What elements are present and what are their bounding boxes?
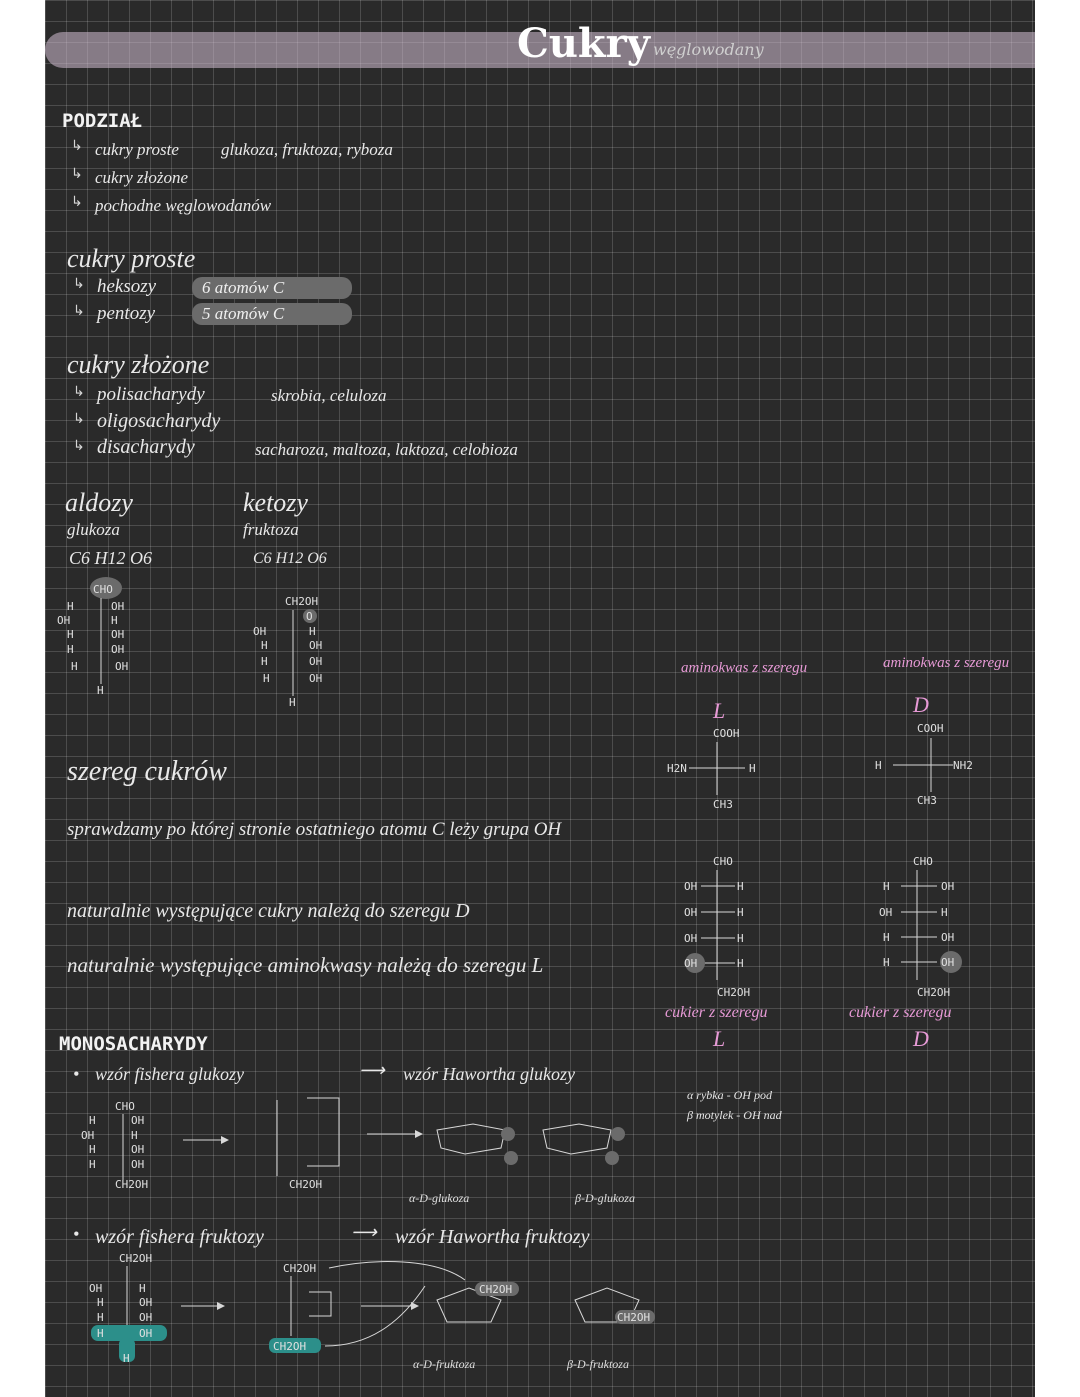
cukier-l-bottom: CH2OH (717, 986, 751, 999)
beta-fructose-label: β-D-fruktoza (567, 1357, 629, 1371)
fructose-fischer-right: OH (139, 1327, 153, 1340)
podzial-heading: PODZIAŁ (62, 110, 143, 132)
mini-fischer-right: H (131, 1129, 138, 1142)
pentozy-label: pentozy (97, 303, 156, 324)
aminokwas-l-label: aminokwas z szeregu (681, 660, 808, 676)
cukier-l-row-left: OH (684, 957, 698, 970)
ketose-row-left: H (261, 639, 268, 652)
aldozy-heading: aldozy (65, 488, 133, 517)
cukier-d-row-left: OH (879, 906, 893, 919)
fructose-diagrams (45, 0, 1035, 1397)
cukier-d-top: CHO (913, 855, 933, 868)
fruktoza-fischer-title: wzór fishera fruktozy (95, 1226, 264, 1248)
ketose-row-right: OH (309, 655, 323, 668)
cukier-d-row-right: H (941, 906, 948, 919)
arrow-icon: ↳ (73, 276, 85, 292)
aminokwas-d-label: aminokwas z szeregu (883, 655, 1010, 671)
szereg-paragraph-1: sprawdzamy po której stronie ostatniego atomu C leży grupa OH (67, 819, 562, 840)
fructose-fischer-left: H (97, 1296, 104, 1309)
monosacharydy-heading: MONOSACHARYDY (59, 1033, 208, 1055)
pentozy-badge: 5 atomów C (192, 303, 352, 325)
arrow-head-icon (411, 1302, 419, 1310)
page-title: Cukry (517, 20, 650, 67)
ketozy-heading: ketozy (243, 488, 308, 517)
ketose-top-label: CH2OH (285, 595, 319, 608)
ring-closure-arrow (329, 1262, 465, 1280)
glukoza-fischer-title: wzór fishera glukozy (95, 1064, 245, 1084)
aminokwas-d-top: COOH (917, 722, 944, 735)
aldose-row-right: OH (115, 660, 129, 673)
podzial-item-3: pochodne węglowodanów (95, 196, 272, 215)
fructose-fischer-left: OH (89, 1282, 103, 1295)
szereg-paragraph-3: naturalnie występujące aminokwasy należą do szeregu L (67, 953, 544, 977)
ketose-row-right: OH (309, 672, 323, 685)
aldose-row-left: OH (57, 614, 71, 627)
ketose-row-right: H (309, 625, 316, 638)
page-subtitle: węglowodany (653, 40, 764, 59)
ketose-row-left: OH (253, 625, 267, 638)
szereg-heading: szereg cukrów (67, 756, 227, 787)
aldose-row-right: H (111, 614, 118, 627)
podzial-item-2: cukry złożone (95, 168, 189, 187)
arrow-icon: ↳ (73, 411, 85, 427)
ketozy-example: fruktoza (243, 520, 299, 539)
cukry-zlozone-heading: cukry złożone (67, 350, 210, 379)
bullet-icon: • (73, 1224, 80, 1244)
cukier-l-row-right: H (737, 880, 744, 893)
alpha-glucose-label: α-D-glukoza (409, 1191, 470, 1205)
cukry-proste-heading: cukry proste (67, 244, 196, 273)
transform-arrow-icon: ⟶ (359, 1060, 385, 1080)
transform-arrow-icon: ⟶ (351, 1222, 377, 1242)
arrow-icon: ↳ (73, 303, 85, 319)
szereg-paragraph-2: naturalnie występujące cukry należą do szeregu D (67, 900, 470, 922)
aminokwas-d-left: H (875, 759, 882, 772)
aminokwas-d-series: D (913, 692, 929, 717)
notebook-page (45, 0, 1035, 1397)
cukier-l-row-left: OH (684, 906, 698, 919)
aminokwas-d-bottom: CH3 (917, 794, 937, 807)
fructose-fischer-right: OH (139, 1296, 153, 1309)
fructose-fischer-left: H (97, 1327, 104, 1340)
aminokwas-d-right: NH2 (953, 759, 973, 772)
aminokwas-l-series: L (713, 698, 726, 723)
arrow-icon: ↳ (71, 166, 83, 182)
mini-fischer-right: OH (131, 1143, 145, 1156)
aminokwas-l-bottom: CH3 (713, 798, 733, 811)
fructose-ring-bracket (309, 1292, 331, 1316)
aldozy-formula: C6 H12 O6 (69, 548, 153, 568)
disacharydy-label: disacharydy (97, 436, 195, 458)
cukier-d-row-left: H (883, 956, 890, 969)
aldozy-example: glukoza (67, 520, 120, 539)
aldose-row-left: H (67, 628, 74, 641)
mini-fischer-top: CHO (115, 1100, 135, 1113)
ketone-oxygen-label: O (306, 610, 313, 623)
mini-fischer-left: H (89, 1114, 96, 1127)
cukier-l-top: CHO (713, 855, 733, 868)
podzial-item-1-examples: glukoza, fruktoza, ryboza (221, 140, 393, 159)
oligosacharydy-label: oligosacharydy (97, 410, 221, 432)
mini-fischer-right: OH (131, 1114, 145, 1127)
alpha-fructose-label: α-D-fruktoza (413, 1357, 476, 1371)
arrow-icon: ↳ (73, 438, 85, 454)
disacharydy-examples: sacharoza, maltoza, laktoza, celobioza (255, 440, 518, 459)
cukier-l-row-right: H (737, 932, 744, 945)
aminokwas-l-top: COOH (713, 727, 740, 740)
aldose-row-left: H (67, 643, 74, 656)
mini-fischer-bottom: CH2OH (115, 1178, 149, 1191)
aldose-row-right: OH (111, 643, 125, 656)
aldose-row-left: H (71, 660, 78, 673)
aldose-top-label: CHO (93, 583, 113, 596)
fructose-fischer-right: H (139, 1282, 146, 1295)
fruktoza-haworth-title: wzór Hawortha fruktozy (395, 1226, 590, 1248)
polisacharydy-label: polisacharydy (97, 384, 205, 405)
heksozy-label: heksozy (97, 276, 157, 297)
cukier-d-row-right: OH (941, 931, 955, 944)
aminokwas-l-left: H2N (667, 762, 687, 775)
arrow-head-icon (217, 1302, 225, 1310)
cukier-l-row-right: H (737, 906, 744, 919)
aldose-row-left: H (67, 600, 74, 613)
cukier-l-row-left: OH (684, 880, 698, 893)
mini-fischer-left: H (89, 1158, 96, 1171)
cukier-l-label: cukier z szeregu (665, 1004, 768, 1021)
ring-closure-arrow (325, 1286, 425, 1346)
cukier-d-row-right: OH (941, 880, 955, 893)
chain-bottom: CH2OH (289, 1178, 323, 1191)
aminokwas-l-right: H (749, 762, 756, 775)
cukier-l-row-left: OH (684, 932, 698, 945)
beta-fructose-ch2oh: CH2OH (617, 1311, 651, 1324)
mini-fischer-right: OH (131, 1158, 145, 1171)
fructose-fischer-top: CH2OH (119, 1252, 153, 1265)
ketose-row-left: H (263, 672, 270, 685)
alpha-fructose-ch2oh: CH2OH (479, 1283, 513, 1296)
arrow-icon: ↳ (71, 194, 83, 210)
aldose-row-right: OH (111, 628, 125, 641)
cukier-l-series: L (713, 1026, 726, 1051)
ketozy-formula: C6 H12 O6 (253, 550, 327, 567)
cukier-d-series: D (913, 1026, 929, 1051)
cukier-d-row-left: H (883, 880, 890, 893)
mini-fischer-left: OH (81, 1129, 95, 1142)
cukier-d-label: cukier z szeregu (849, 1004, 952, 1021)
note-alpha: α rybka - OH pod (687, 1088, 772, 1102)
polisacharydy-examples: skrobia, celuloza (271, 386, 387, 405)
cukier-d-row-left: H (883, 931, 890, 944)
arrow-icon: ↳ (71, 138, 83, 154)
fructose-fischer-right: OH (139, 1311, 153, 1324)
bullet-icon: • (73, 1064, 80, 1084)
podzial-item-1: cukry proste (95, 140, 179, 159)
mini-fischer-left: H (89, 1143, 96, 1156)
fructose-fischer-bottom: H (123, 1352, 130, 1365)
cukier-d-row-right: OH (941, 956, 955, 969)
ketose-bottom-label: H (289, 696, 296, 709)
beta-glucose-label: β-D-glukoza (575, 1191, 635, 1205)
cukier-d-bottom: CH2OH (917, 986, 951, 999)
aldose-bottom-label: H (97, 684, 104, 697)
ketose-row-left: H (261, 655, 268, 668)
ketose-row-right: OH (309, 639, 323, 652)
heksozy-badge: 6 atomów C (192, 277, 352, 299)
fructose-chain-bottom: CH2OH (273, 1340, 307, 1353)
glukoza-haworth-title: wzór Hawortha glukozy (403, 1064, 576, 1084)
arrow-icon: ↳ (73, 384, 85, 400)
fructose-fischer-left: H (97, 1311, 104, 1324)
fructose-chain-top: CH2OH (283, 1262, 317, 1275)
note-beta: β motylek - OH nad (687, 1108, 782, 1122)
cukier-l-row-right: H (737, 957, 744, 970)
aldose-row-right: OH (111, 600, 125, 613)
